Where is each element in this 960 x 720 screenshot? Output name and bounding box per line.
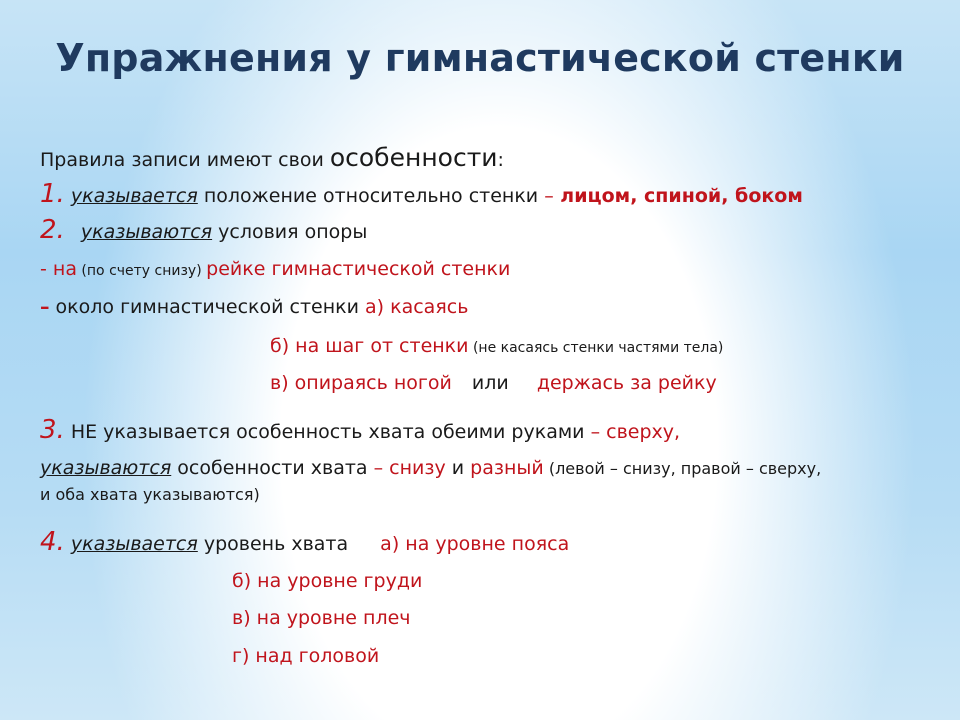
support-option-v-or: или bbox=[471, 372, 509, 394]
item-1-text: положение относительно стенки bbox=[197, 185, 545, 207]
grip-line bbox=[40, 457, 821, 479]
item-3-grip-over: – сверху, bbox=[590, 421, 681, 443]
support-option-v bbox=[270, 372, 717, 394]
item-2-number: 2. bbox=[40, 215, 65, 245]
intro-text: Правила записи имеют свои bbox=[40, 149, 330, 171]
support-near-line bbox=[40, 296, 468, 318]
item-2 bbox=[40, 215, 367, 245]
support-near-text: около гимнастической стенки bbox=[49, 296, 366, 318]
item-1 bbox=[40, 179, 803, 209]
support-rail-na: на bbox=[52, 258, 77, 280]
support-option-b bbox=[270, 335, 723, 357]
level-b: б) на уровне груди bbox=[232, 570, 423, 592]
item-1-dash: – bbox=[544, 185, 554, 207]
support-rail-dash: - bbox=[40, 258, 53, 280]
support-option-v-alt: держась за рейку bbox=[536, 372, 717, 394]
grip-note-cont: и оба хвата указываются) bbox=[40, 485, 260, 504]
grip-verb: указываются bbox=[40, 457, 172, 479]
slide-title: Упражнения у гимнастической стенки bbox=[55, 36, 905, 80]
intro-colon: : bbox=[497, 149, 504, 171]
item-3-number: 3. bbox=[40, 415, 65, 445]
support-rail-note: (по счету снизу) bbox=[76, 263, 207, 279]
item-1-number: 1. bbox=[40, 179, 65, 209]
support-rail-text: рейке гимнастической стенки bbox=[206, 258, 511, 280]
support-rail-line bbox=[40, 258, 510, 280]
support-near-option-a: а) касаясь bbox=[365, 296, 469, 318]
item-3-text: НЕ указывается особенность хвата обеими руками bbox=[64, 421, 591, 443]
grip-mixed: разный bbox=[470, 457, 544, 479]
grip-text: особенности хвата bbox=[171, 457, 374, 479]
item-1-positions: лицом, спиной, боком bbox=[553, 185, 803, 207]
support-option-b-note: (не касаясь стенки частями тела) bbox=[468, 340, 724, 356]
item-2-text: условия опоры bbox=[212, 221, 368, 243]
item-4-level-a: а) на уровне пояса bbox=[380, 533, 570, 555]
grip-and: и bbox=[445, 457, 471, 479]
support-option-v-text: в) опираясь ногой bbox=[270, 372, 452, 394]
item-4-number: 4. bbox=[40, 527, 65, 557]
intro-big-word: особенности bbox=[329, 143, 498, 172]
support-near-dash: – bbox=[40, 296, 50, 318]
item-2-verb: указываются bbox=[80, 221, 213, 243]
level-v: в) на уровне плеч bbox=[232, 607, 411, 629]
level-g: г) над головой bbox=[232, 645, 380, 667]
grip-note: (левой – снизу, правой – сверху, bbox=[543, 459, 822, 478]
item-4-verb: указывается bbox=[70, 533, 198, 555]
item-4 bbox=[40, 527, 569, 557]
intro-line bbox=[40, 143, 504, 172]
grip-under: – снизу bbox=[373, 457, 446, 479]
support-option-b-text: б) на шаг от стенки bbox=[270, 335, 469, 357]
item-1-verb: указывается bbox=[70, 185, 198, 207]
item-4-text: уровень хвата bbox=[197, 533, 349, 555]
item-3 bbox=[40, 415, 680, 445]
